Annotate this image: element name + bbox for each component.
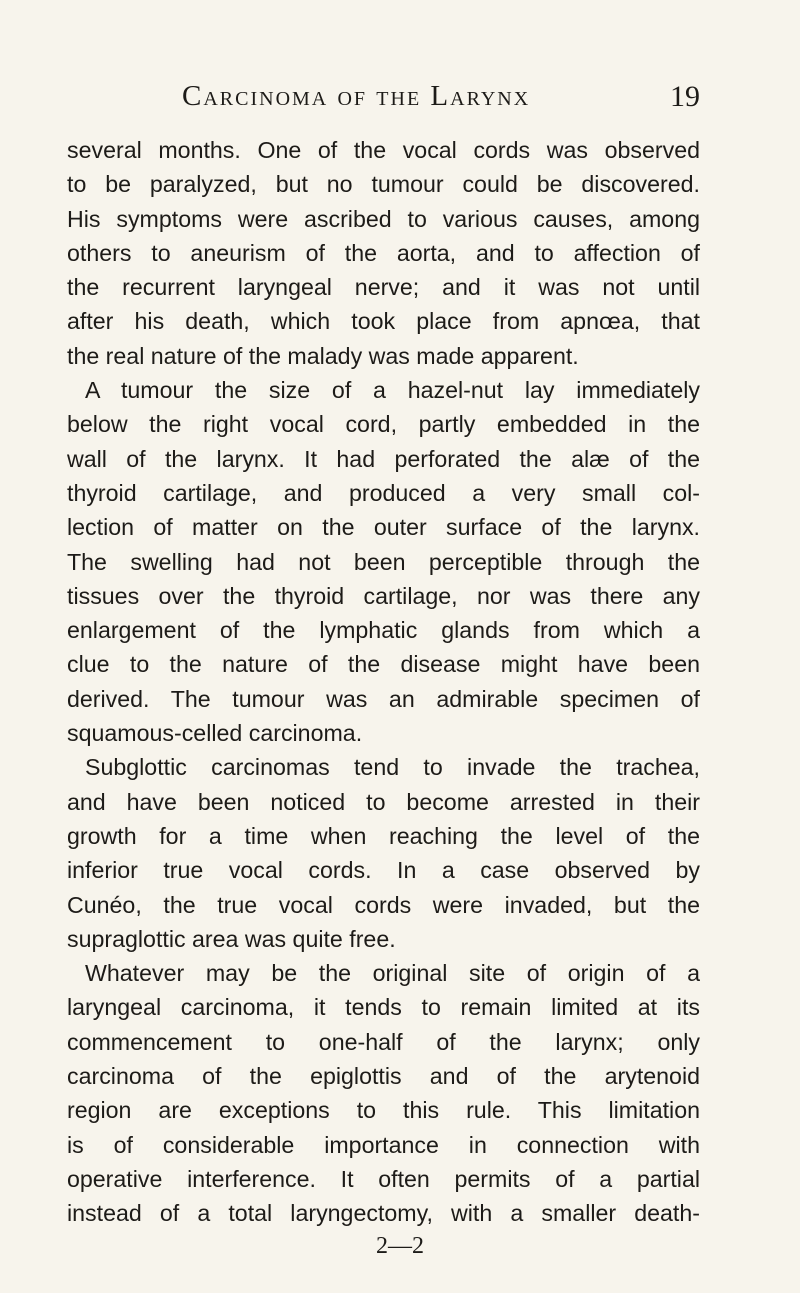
text-line: lection of matter on the outer surface of the larynx. — [67, 514, 700, 541]
running-head — [67, 80, 700, 120]
text-line: His symptoms were ascribed to various causes, among — [67, 205, 700, 232]
text-line: the real nature of the malady was made apparent. — [67, 342, 579, 369]
signature-mark: 2—2 — [376, 1233, 424, 1259]
text-line: Cunéo, the true vocal cords were invaded, but the — [67, 891, 700, 918]
text-line: The swelling had not been perceptible through the — [67, 548, 700, 575]
text-line: tissues over the thyroid cartilage, nor was there any — [67, 582, 700, 609]
text-line: below the right vocal cord, partly embedded in the — [67, 411, 700, 438]
body-text — [67, 133, 700, 1231]
text-line: laryngeal carcinoma, it tends to remain limited at its — [67, 994, 700, 1021]
text-line: operative interference. It often permits of a partial — [67, 1165, 700, 1192]
text-line: squamous-celled carcinoma. — [67, 720, 363, 747]
text-line: enlargement of the lymphatic glands from which a — [67, 617, 700, 644]
text-line: the recurrent laryngeal nerve; and it was not until — [67, 274, 700, 301]
page-number: 19 — [670, 80, 700, 113]
text-line: after his death, which took place from apnœa, that — [67, 308, 700, 335]
text-line: is of considerable importance in connection with — [67, 1131, 700, 1158]
text-line: Subglottic carcinomas tend to invade the trachea, — [85, 754, 700, 781]
text-line: several months. One of the vocal cords was observed — [67, 137, 700, 163]
text-line: supraglottic area was quite free. — [67, 925, 396, 952]
text-line: derived. The tumour was an admirable specimen of — [67, 685, 700, 712]
text-line: A tumour the size of a hazel-nut lay immediately — [85, 377, 700, 404]
text-line: commencement to one-half of the larynx; only — [67, 1028, 700, 1055]
text-line: wall of the larynx. It had perforated the alæ of the — [67, 445, 700, 472]
text-line: growth for a time when reaching the level of the — [67, 822, 700, 849]
running-title: Carcinoma of the Larynx — [182, 80, 531, 112]
text-line: thyroid cartilage, and produced a very small col- — [67, 479, 700, 506]
text-line: instead of a total laryngectomy, with a smaller death- — [67, 1200, 700, 1227]
text-line: and have been noticed to become arrested in their — [67, 788, 700, 815]
text-line: inferior true vocal cords. In a case observed by — [67, 857, 700, 884]
text-line: carcinoma of the epiglottis and of the arytenoid — [67, 1063, 700, 1090]
text-line: Whatever may be the original site of origin of a — [85, 960, 700, 987]
text-line: region are exceptions to this rule. This limitation — [67, 1097, 700, 1124]
text-line: clue to the nature of the disease might have been — [67, 651, 700, 678]
text-line: to be paralyzed, but no tumour could be discovered. — [67, 171, 700, 198]
text-line: others to aneurism of the aorta, and to affection of — [67, 239, 700, 266]
